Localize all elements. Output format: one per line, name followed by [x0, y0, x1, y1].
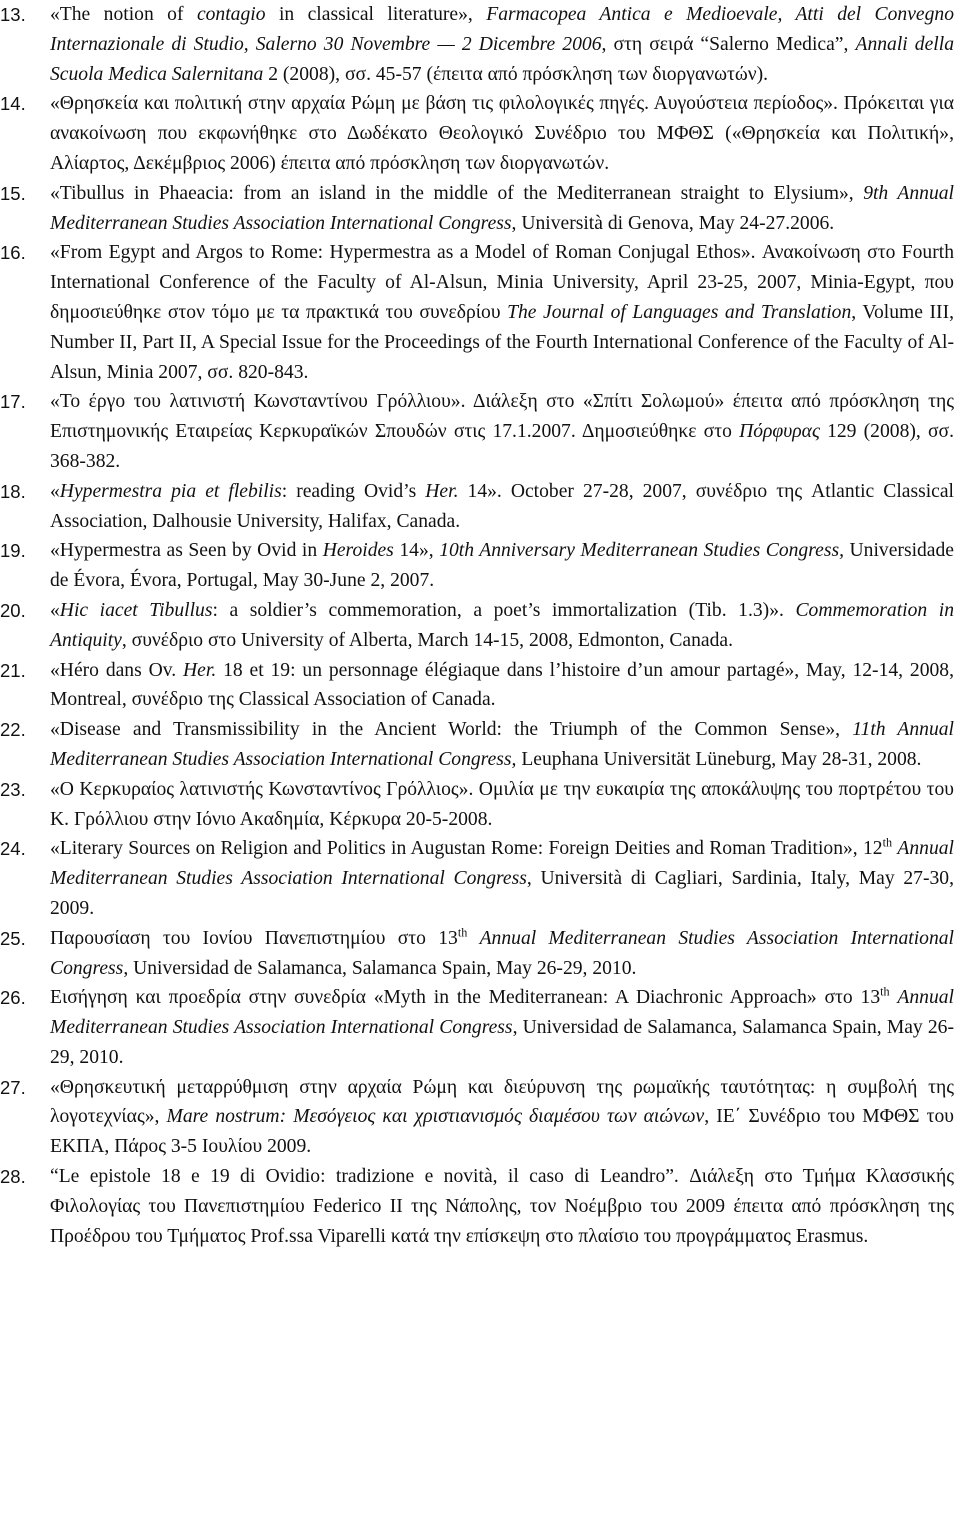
entry-text: , Università di Cagliari, Sardinia, Italy, May 27-30, 2009. [50, 868, 954, 919]
italic-text: Annual Mediterranean Studies Association International Congress [50, 927, 954, 979]
italic-text: Her. [425, 480, 459, 502]
entry-text: «Disease and Transmissibility in the Ancient World: the Triumph of the Common Sense», [50, 719, 853, 741]
entry-text: Leuphana Universität Lüneburg, May 28-31, 2008. [516, 748, 922, 770]
italic-text: Annual Mediterranean Studies Association International Congress [50, 987, 954, 1039]
entry-text: 18 et 19: un personnage élégiaque dans l’histoire d’un amour partagé», May, 12-14, 2008, Montreal, συνέδριο της Classical Association of Canada. [50, 659, 954, 711]
entry-text: : a soldier’s commemoration, a poet’s immortalization (Tib. 1.3)». [212, 599, 796, 621]
list-item [0, 656, 954, 716]
entry-text: 14», [393, 540, 440, 562]
entry-text: Εισήγηση και προεδρία στην συνεδρία «Myth in the Mediterranean: A Diachronic Approach» στο 13 [50, 987, 881, 1009]
entry-text: Universidade de Évora, Évora, Portugal, May 30-June 2, 2007. [50, 540, 954, 592]
list-item [0, 536, 954, 596]
list-item [0, 477, 954, 537]
entry-text: «Ο Κερκυραίος λατινιστής Κωνσταντίνος Γρόλλιος». Ομιλία με την ευκαιρία της αποκάλυψης του πορτρέτου του Κ. Γρόλλιου στην Ιόνιο Ακαδημία, Κέρκυρα 20-5-2008. [50, 778, 954, 830]
item-number: 27. [0, 1076, 26, 1098]
list-item [0, 983, 954, 1072]
superscript-text: th [457, 925, 468, 940]
entry-text: in classical literature», [265, 4, 487, 25]
item-number: 25. [0, 927, 26, 949]
item-number: 18. [0, 480, 26, 502]
italic-text: The Journal of Languages and Translation [507, 301, 852, 323]
item-number: 22. [0, 719, 26, 741]
item-number: 26. [0, 987, 26, 1009]
list-item [0, 238, 954, 387]
item-number: 23. [0, 778, 26, 800]
entry-text: 129 (2008), σσ. 368-382. [50, 421, 954, 472]
italic-text: Annali della Scuola Medica Salernitana [50, 33, 954, 85]
item-number: 13. [0, 4, 26, 25]
entry-text: , ΙΕ΄ Συνέδριο του ΜΦΘΣ του ΕΚΠΑ, Πάρος 3-5 Ιουλίου 2009. [50, 1106, 954, 1158]
item-number: 14. [0, 93, 26, 115]
entry-text [467, 928, 479, 949]
entry-text: «Tibullus in Phaeacia: from an island in the middle of the Mediterranean straight to Elysium», [50, 182, 864, 204]
entry-text: 2 (2008), σσ. 45-57 (έπειτα από πρόσκληση των διοργανωτών). [263, 63, 769, 85]
item-number: 16. [0, 242, 26, 264]
italic-text: Annual Mediterranean Studies Association International Congress [50, 838, 954, 890]
list-item [0, 1162, 954, 1251]
italic-text: 9th Annual Mediterranean Studies Association International Congress [50, 182, 955, 234]
list-item [0, 715, 954, 775]
item-number: 17. [0, 391, 26, 413]
entry-text: , στη σειρά “Salerno Medica”, [601, 33, 856, 55]
entry-text: Παρουσίαση του Ιονίου Πανεπιστημίου στο 13 [50, 927, 458, 949]
italic-text: Πόρφυρας [739, 421, 820, 443]
list-item [0, 89, 954, 178]
italic-text: Hic iacet Tibullus [59, 599, 213, 621]
item-number: 21. [0, 659, 26, 681]
entry-text: “Le epistole 18 e 19 di Ovidio: tradizione e novità, il caso di Leandro”. Διάλεξη στο Τμήμα Κλασσικής Φιλολογίας του Πανεπιστημίου Federico II της Νάπολης, τον Νοέμβριο του 2009 έπειτα από πρόσκληση της Προέδρου του Τμήματος Prof.ssa Viparelli κατά την επίσκεψη στο πλαίσιο του προγράμματος Erasmus. [50, 1166, 954, 1247]
superscript-text: th [880, 984, 890, 999]
italic-text: 10th Anniversary Mediterranean Studies Congress, [439, 540, 844, 562]
entry-text: «Héro dans Ov. [50, 659, 184, 681]
list-item [0, 834, 954, 923]
italic-text: contagio [196, 4, 266, 25]
item-number: 28. [0, 1166, 26, 1188]
list-item [0, 179, 954, 239]
item-number: 15. [0, 182, 26, 204]
item-number: 19. [0, 540, 26, 562]
italic-text: 11th Annual Mediterranean Studies Association International Congress, [50, 719, 954, 770]
item-number: 24. [0, 838, 26, 860]
list-item [0, 596, 954, 656]
italic-text: Commemoration in Antiquity [50, 599, 954, 651]
entry-text: : reading Ovid’s [281, 480, 426, 502]
list-item [0, 775, 954, 835]
italic-text: Farmacopea Antica e Medioevale, Atti del Convegno Internazionale di Studio, Salerno 30 Novembre — 2 Dicembre 2006 [50, 4, 954, 55]
list-item [0, 1073, 954, 1162]
item-number: 20. [0, 599, 26, 621]
entry-text: , Volume III, Number II, Part II, A Special Issue for the Proceedings of the Fourth International Conference of the Faculty of Al-Alsun, Minia 2007, σσ. 820-843. [50, 301, 954, 383]
entry-text: , Universidad de Salamanca, Salamanca Spain, May 26-29, 2010. [123, 957, 637, 979]
entry-text: « [50, 480, 60, 502]
entry-text: «Θρησκευτική μεταρρύθμιση στην αρχαία Ρώμη και διεύρυνση της ρωμαϊκής ταυτότητας: η συμβολή της λογοτεχνίας», [50, 1076, 954, 1128]
list-item [0, 0, 954, 89]
entry-text: , συνέδριο στο University of Alberta, March 14-15, 2008, Edmonton, Canada. [121, 629, 734, 651]
entry-text: «Το έργο του λατινιστή Κωνσταντίνου Γρόλλιου». Διάλεξη στο «Σπίτι Σολωμού» έπειτα από πρόσκληση της Επιστημονικής Εταιρείας Κερκυραϊκών Σπουδών στις 17.1.2007. Δημοσιεύθηκε στο [50, 391, 954, 443]
list-item [0, 387, 954, 476]
italic-text: Heroides [322, 540, 394, 562]
entry-text: «From Egypt and Argos to Rome: Hypermestra as a Model of Roman Conjugal Ethos». Ανακοίνωση στο Fourth International Conference of the Faculty of Al-Alsun, Minia University, April 23-25, 2007, Minia-Egypt, που δημοσιεύθηκε στον τόμο με τα πρακτικά του συνεδρίου [50, 242, 954, 323]
entry-text: , Università di Genova, May 24-27.2006. [511, 212, 835, 234]
list-item [0, 924, 954, 984]
italic-text: Her. [183, 659, 217, 681]
superscript-text: th [882, 835, 893, 850]
entry-text: «Θρησκεία και πολιτική στην αρχαία Ρώμη με βάση τις φιλολογικές πηγές. Αυγούστεια περίοδος». Πρόκειται για ανακοίνωση που εκφωνήθηκε στο Δωδέκατο Θεολογικό Συνέδριο του ΜΦΘΣ («Θρησκεία και Πολιτική», Αλίαρτος, Δεκέμβριος 2006) έπειτα από πρόσκληση των διοργανωτών. [50, 93, 954, 174]
entry-text: «Hypermestra as Seen by Ovid in [50, 540, 323, 562]
italic-text: Hypermestra pia et flebilis [59, 480, 282, 502]
entry-text: «Literary Sources on Religion and Politics in Augustan Rome: Foreign Deities and Roman Tradition», 12 [50, 838, 883, 860]
entry-text: 14». October 27-28, 2007, συνέδριο της Atlantic Classical Association, Dalhousie University, Halifax, Canada. [50, 480, 954, 532]
entry-text: « [50, 599, 60, 621]
entry-text: «The notion of [50, 4, 197, 25]
entry-text: , Universidad de Salamanca, Salamanca Spain, May 26-29, 2010. [50, 1017, 955, 1068]
italic-text: Mare nostrum: Μεσόγειος και χριστιανισμός διαμέσου των αιώνων [166, 1106, 705, 1128]
